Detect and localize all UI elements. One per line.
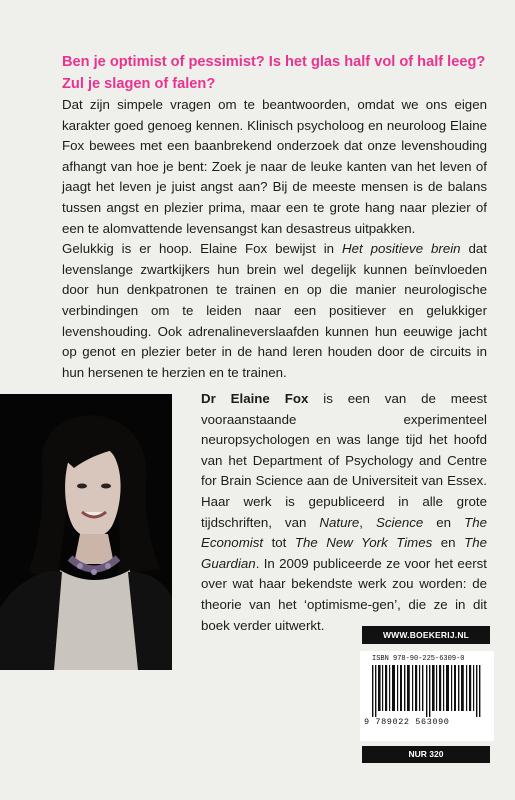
publication-nyt: The New York Times: [294, 535, 433, 551]
blurb-p2-end: dat levenslange zwartkijkers hun brein wel degelijk kunnen beïnvloeden door hun denkpatronen te trainen en op die manier neurologische verbindingen om te leiden naar een positiever en gelukkiger levenshouding. Ook adrenalineverslaafden kunnen hun eeuwige jacht op genot en plezier beter in de hand leren houden door de circuits in hun hersenen te herzien en te trainen.: [62, 241, 487, 380]
bio-text: en: [423, 514, 465, 530]
bio-text: tot: [263, 535, 295, 551]
author-name: Dr Elaine Fox: [201, 391, 309, 406]
nur-code: NUR 320: [362, 746, 490, 763]
headline: Ben je optimist of pessimist? Is het glas half vol of half leeg? Zul je slagen of falen?: [62, 54, 486, 92]
bio-text: . In 2009 publiceerde ze voor het eerst over wat haar bekendste werk zou worden: de theorie van het ‘optimisme-gen’, die ze in dit boek verder uitwerkt.: [201, 555, 487, 633]
bio-text: ,: [359, 514, 376, 530]
publication-science: Science: [375, 514, 424, 530]
website-label: WWW.BOEKERIJ.NL: [362, 626, 490, 644]
barcode-icon: [372, 665, 484, 717]
author-photo: [0, 394, 172, 670]
blurb: [62, 95, 487, 383]
book-title: Het positieve brein: [341, 241, 461, 257]
bio-text: en: [432, 535, 465, 551]
bio-text: is een van de meest vooraanstaande experimenteel neuropsychologen en was lange tijd het hoofd van het Department of Psychology and Centre for Brain Science aan de Universiteit van Essex. Haar werk is gepubliceerd in alle grote tijdschriften, van: [201, 391, 487, 530]
publication-guardian: The Guardian: [201, 535, 487, 571]
blurb-paragraph-1: Dat zijn simpele vragen om te beantwoorden, omdat we ons eigen karakter goed genoeg kennen. Klinisch psycholoog en neuroloog Elaine Fox bewees met een baanbrekend onderzoek dat onze levenshouding afhangt van hoe je bent: Zoek je naar de leuke kanten van het leven of jaagt het leven je juist angst aan? Bij de meeste mensen is de balans tussen angst en plezier prima, maar een te grote hang naar plezier of een te alomvattende levensangst kan desastreus uitpakken.: [62, 97, 487, 236]
blurb-paragraph-2: [62, 239, 487, 383]
author-portrait-illustration: [0, 394, 172, 670]
isbn-number: ISBN 978-90-225-6309-0: [372, 655, 465, 663]
barcode-digits: 9 789022 563090: [364, 717, 450, 727]
author-bio: [201, 389, 487, 636]
blurb-p2-start: Gelukkig is er hoop. Elaine Fox bewijst in: [62, 241, 342, 257]
publication-nature: Nature: [319, 514, 360, 530]
publication-economist: The Economist: [201, 514, 487, 551]
barcode-panel: [360, 651, 494, 741]
